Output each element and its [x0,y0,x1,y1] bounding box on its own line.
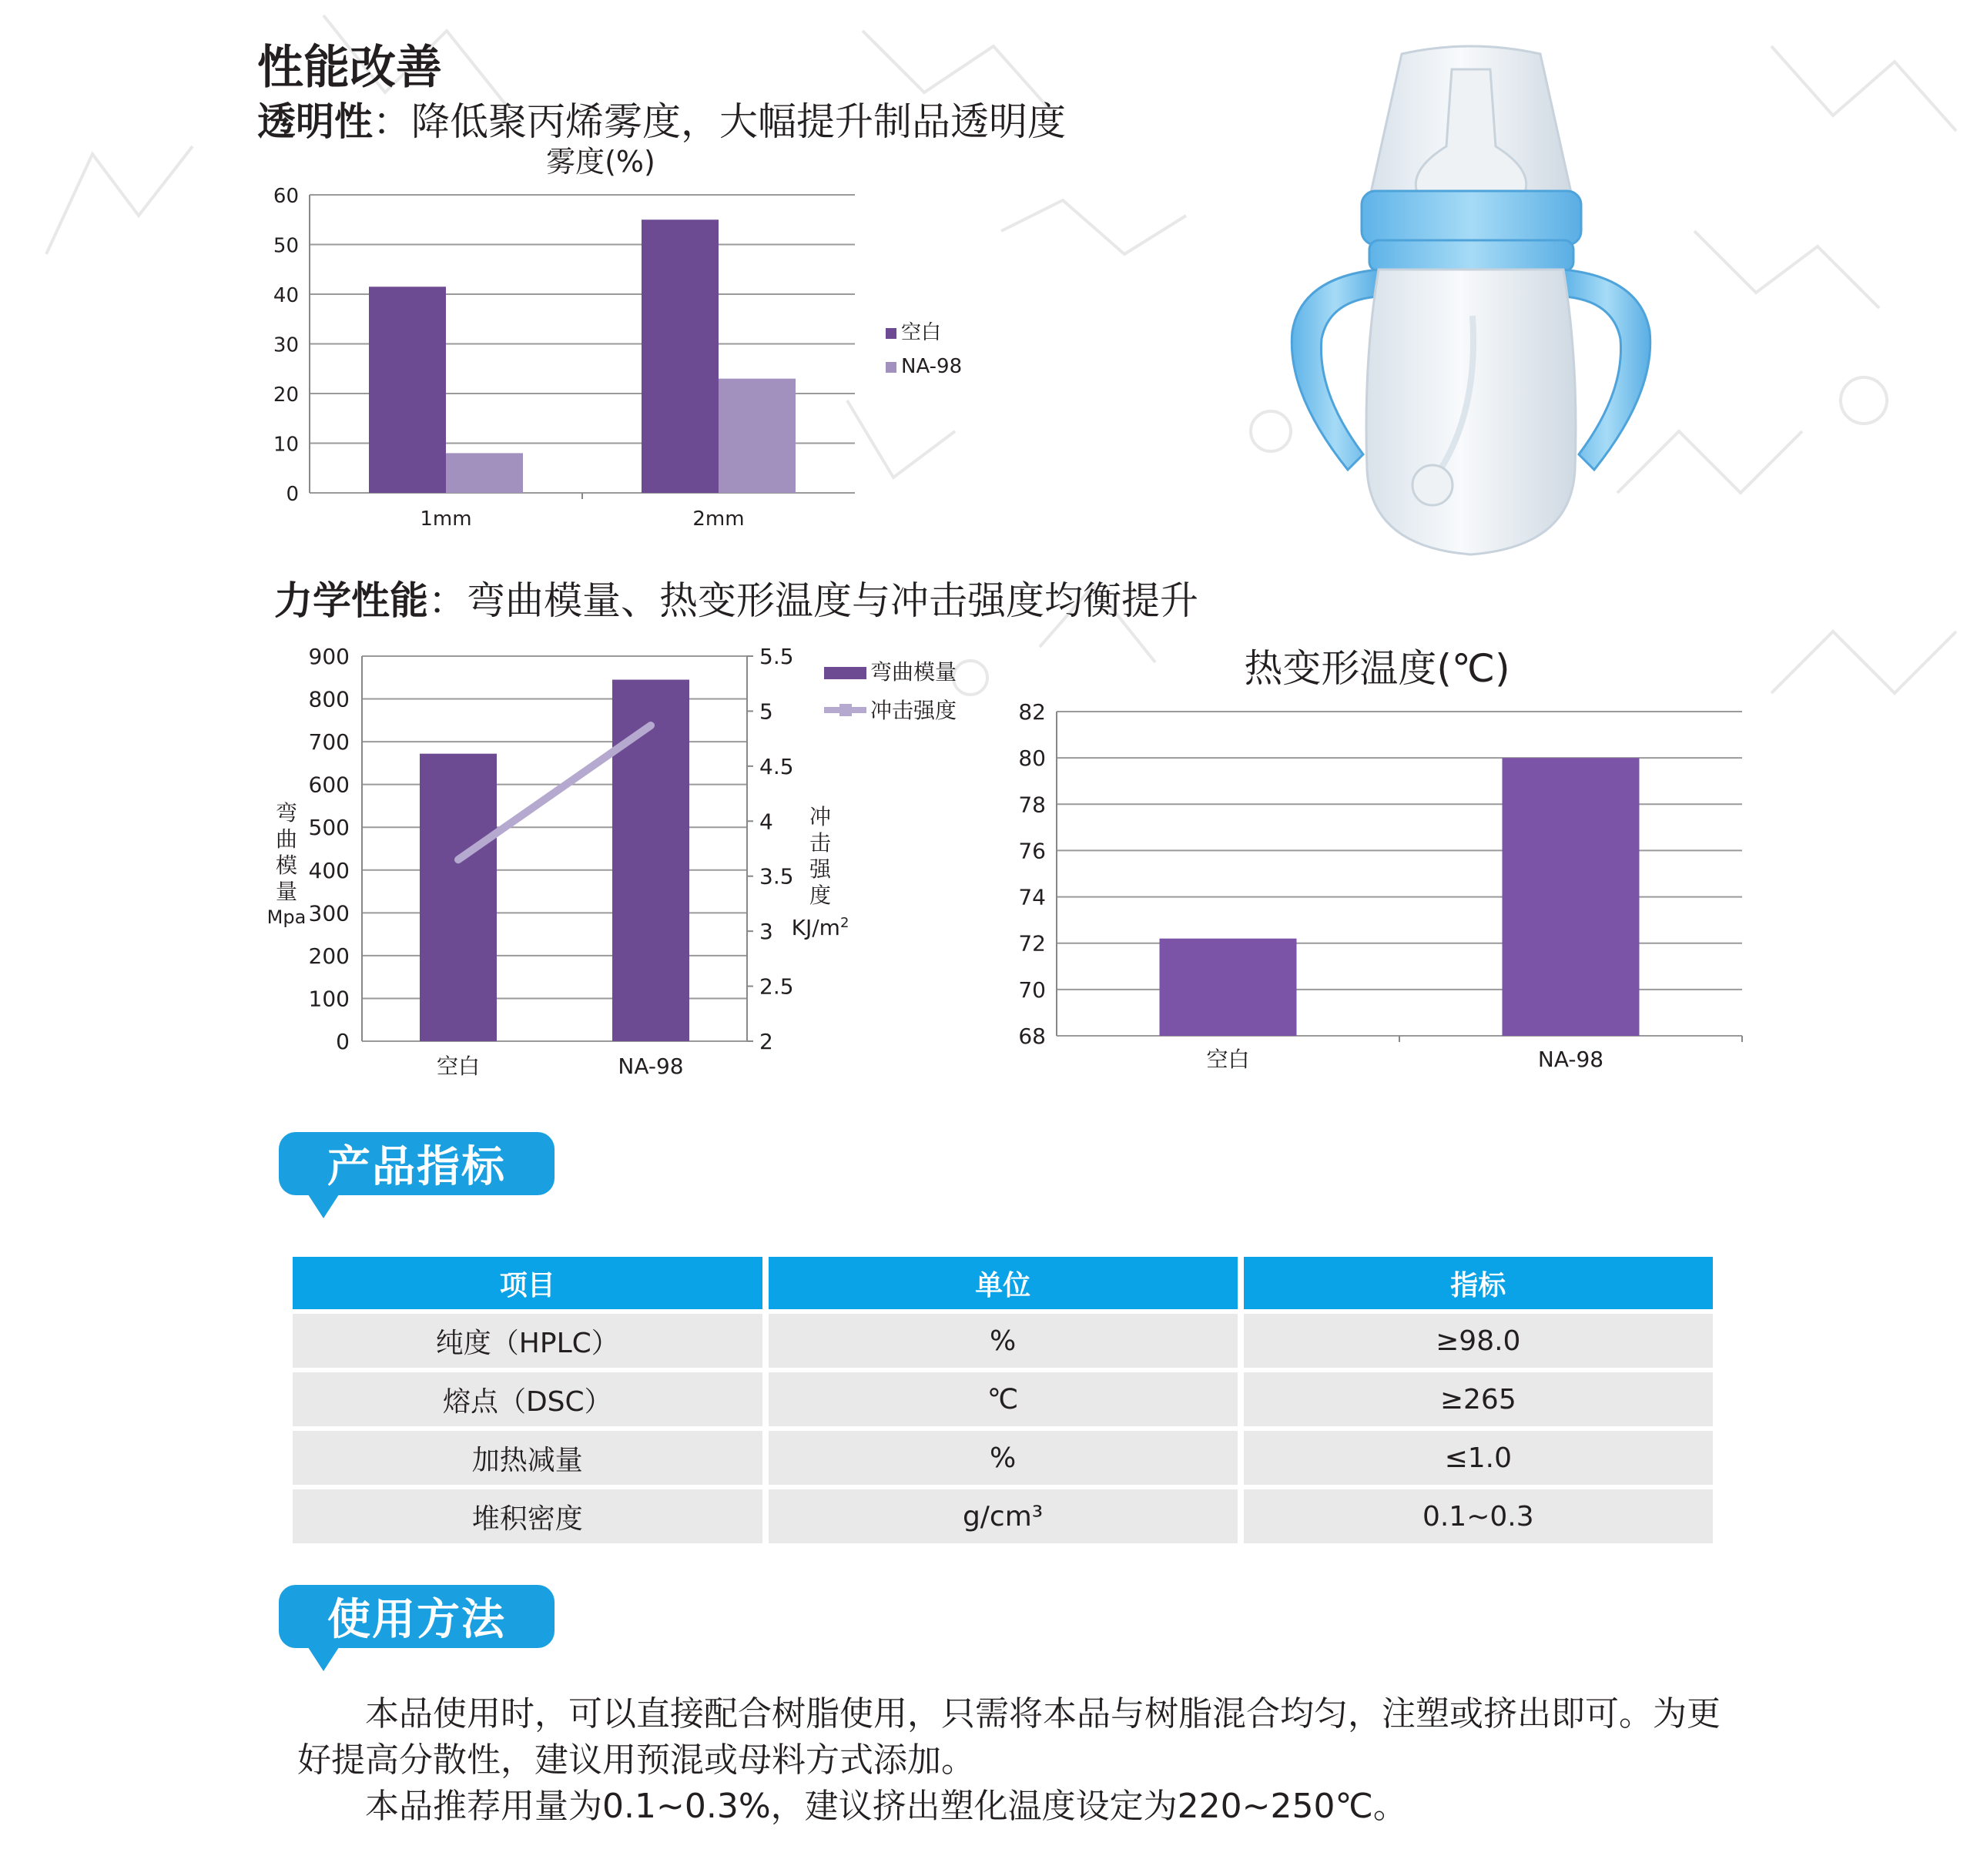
chart2-ticks [309,644,794,1079]
y-left-tick-label: 600 [308,772,350,798]
y-left-tick-label: 100 [308,986,350,1012]
y-tick-label: 0 [286,483,299,506]
bar-NA-98-2mm [719,379,796,493]
y-right-tick-label: 4.5 [759,753,794,779]
legend-swatch [886,362,896,373]
spec-header-unit: 单位 [769,1257,1238,1309]
bar-NA-98-1mm [446,453,523,493]
legend-swatch-bar [824,667,866,679]
table-row [293,1314,1713,1368]
spec-table [286,1252,1719,1548]
y-tick-label: 30 [273,333,299,357]
y-right-tick-label: 5 [759,698,773,725]
legend-label: 弯曲模量 [870,659,957,685]
y-left-tick-label: 200 [308,943,350,969]
y-left-tick-label: 300 [308,900,350,926]
y-right-label-char: 击 [809,830,832,856]
y-right-tick-label: 3.5 [759,863,794,889]
y-right-tick-label: 4 [759,809,773,835]
spec-cell: ≥98.0 [1244,1314,1713,1368]
y-tick-label: 82 [1018,699,1046,725]
section-title-performance: 性能改善 [257,41,442,95]
legend-swatch [886,328,896,339]
y-left-label-char: 量 [275,879,298,904]
usage-title-tail [307,1645,340,1671]
y-right-label-char: 强 [809,856,832,882]
y-tick-label: 70 [1018,977,1046,1003]
chart1-bars [369,219,796,493]
bar-空白 [420,754,497,1041]
y-right-label-unit: $KJ/m^2$ [791,915,849,940]
transparency-heading-text: ：降低聚丙烯雾度，大幅提升制品透明度 [373,99,1066,144]
chart3-title: 热变形温度(℃) [1244,646,1510,691]
table-row [293,1372,1713,1426]
usage-section-title: 使用方法 [279,1585,555,1648]
bar-空白 [1160,939,1297,1036]
x-tick-label: NA-98 [618,1054,684,1079]
hdt-bar-chart [1001,631,1756,1094]
spec-section-title: 产品指标 [279,1132,555,1195]
x-tick-label: NA-98 [1537,1047,1604,1072]
y-right-tick-label: 2 [759,1029,773,1054]
mechanical-heading [274,570,1198,625]
usage-paragraph-1-text: 本品使用时，可以直接配合树脂使用，只需将本品与树脂混合均匀，注塑或挤出即可。为更好提高分散性，建议用预混或母料方式添加。 [297,1694,1721,1780]
y-tick-label: 74 [1018,884,1046,910]
mechanical-heading-bold: 力学性能 [274,578,428,623]
y-left-label-char: 曲 [275,826,298,852]
spec-header-value: 指标 [1244,1257,1713,1309]
y-left-tick-label: 500 [308,815,350,841]
x-tick-label: 空白 [436,1054,481,1079]
y-tick-label: 78 [1018,792,1046,818]
y-left-tick-label: 800 [308,686,350,712]
chart2-legend [824,659,957,723]
spec-cell: g/cm³ [769,1489,1238,1543]
spec-cell: 纯度（HPLC） [293,1314,762,1368]
spec-cell: ≥265 [1244,1372,1713,1426]
y-tick-label: 10 [273,433,299,457]
y-right-label-char: 度 [809,883,832,908]
y-tick-label: 60 [273,185,299,208]
spec-header-item: 项目 [293,1257,762,1309]
y-tick-label: 76 [1018,838,1046,864]
haze-bar-chart [254,142,1009,539]
spec-cell: 0.1~0.3 [1244,1489,1713,1543]
y-left-label-char: 弯 [275,800,298,826]
bar-NA-98 [612,680,689,1041]
bar-空白-2mm [642,219,719,493]
spec-cell: 堆积密度 [293,1489,762,1543]
y-right-tick-label: 2.5 [759,973,794,1000]
y-left-label-char: 模 [275,853,298,878]
mechanical-combo-chart [254,639,986,1101]
spec-table-header [293,1257,1713,1309]
spec-title-tail [307,1192,340,1218]
usage-paragraph-1 [297,1691,1730,1784]
spec-cell: ≤1.0 [1244,1431,1713,1485]
y-tick-label: 40 [273,284,299,307]
bar-NA-98 [1503,758,1640,1036]
impact-point [457,859,459,860]
y-right-tick-label: 5.5 [759,644,794,669]
spec-cell: % [769,1431,1238,1485]
mechanical-heading-text: ：弯曲模量、热变形温度与冲击强度均衡提升 [428,578,1198,623]
legend-swatch-marker [839,704,852,716]
baby-bottle-photo [1271,39,1671,578]
bar-空白-1mm [369,286,446,493]
spec-cell: % [769,1314,1238,1368]
legend-label: 空白 [901,321,942,344]
y-tick-label: 68 [1018,1023,1046,1049]
x-tick-label: 空白 [1206,1047,1250,1072]
y-left-tick-label: 700 [308,729,350,755]
spec-cell: 熔点（DSC） [293,1372,762,1426]
usage-paragraph-2 [297,1784,1730,1830]
y-left-tick-label: 0 [336,1029,350,1054]
y-tick-label: 50 [273,234,299,258]
legend-label: NA-98 [901,355,963,378]
y-left-label-unit: Mpa [266,906,307,928]
usage-paragraph-2-text: 本品推荐用量为0.1~0.3%，建议挤出塑化温度设定为220~250℃。 [365,1787,1407,1826]
legend-label: 冲击强度 [870,698,957,723]
transparency-heading-bold: 透明性 [257,99,373,144]
table-row [293,1489,1713,1543]
y-left-tick-label: 400 [308,857,350,883]
y-tick-label: 80 [1018,745,1046,772]
transparency-heading [257,91,1066,146]
spec-cell: 加热减量 [293,1431,762,1485]
table-row [293,1431,1713,1485]
x-tick-label: 1mm [420,508,472,531]
y-right-label-char: 冲 [809,804,832,829]
y-tick-label: 20 [273,384,299,407]
impact-point [650,725,652,726]
spec-cell: ℃ [769,1372,1238,1426]
chart1-legend [886,321,962,378]
y-right-tick-label: 3 [759,919,773,945]
y-tick-label: 72 [1018,930,1046,956]
y-left-tick-label: 900 [308,644,350,669]
chart1-title: 雾度(%) [546,145,655,179]
x-tick-label: 2mm [692,508,745,531]
